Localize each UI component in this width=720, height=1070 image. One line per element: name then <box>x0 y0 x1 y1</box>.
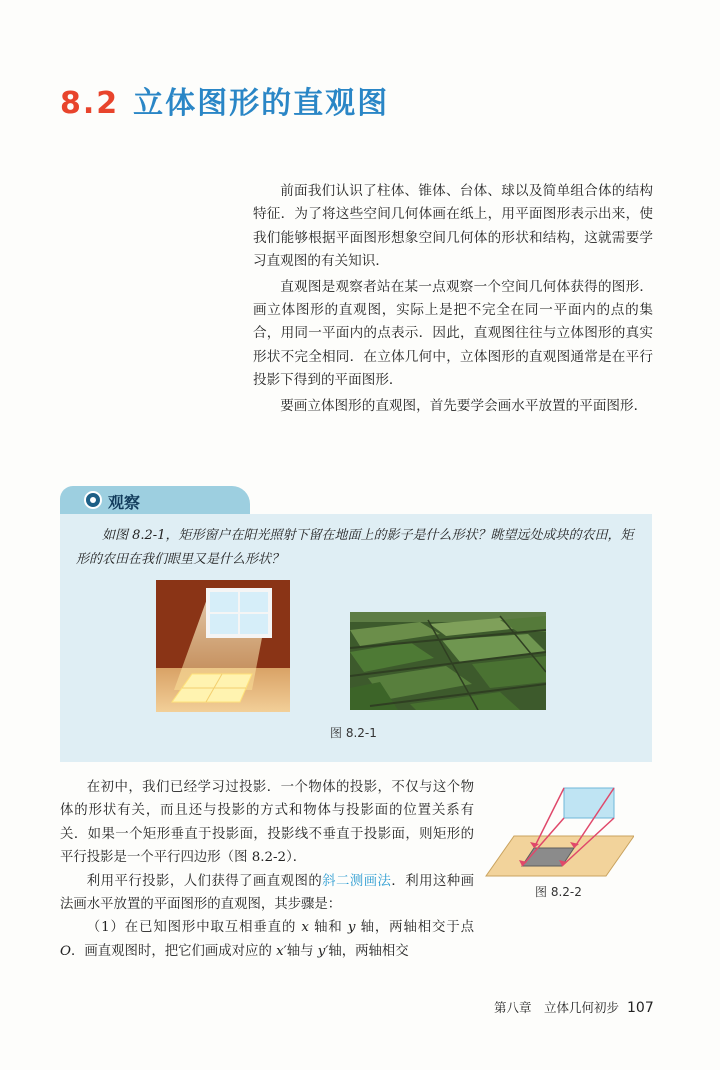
body-paragraph-2 <box>60 870 474 917</box>
section-title: 立体图形的直观图 <box>133 86 390 121</box>
p3-part-f: 轴，两轴相交 <box>328 943 409 959</box>
intro-paragraph-3: 要画立体图形的直观图，首先要学会画水平放置的平面图形． <box>280 397 648 414</box>
observe-box <box>60 514 652 762</box>
body-text <box>60 776 474 963</box>
body-paragraph-2-start: 利用平行投影，人们获得了画直观图的 <box>86 873 323 889</box>
observe-tab <box>60 486 250 514</box>
page-number: 107 <box>627 1000 654 1016</box>
parallel-projection-diagram <box>484 780 634 880</box>
p3-part-a: （1）在已知图形中取互相垂直的 <box>86 920 302 936</box>
body-paragraph-2-end: ．利用这种画法画水平放置的平面图形的直观图，其步骤是： <box>60 873 475 913</box>
intro-text <box>253 180 653 418</box>
intro-paragraph-1: 前面我们认识了柱体、锥体、台体、球以及简单组合体的结构特征．为了将这些空间几何体画在纸上，用平面图形表示出来，使我们能够根据平面图形想象空间几何体的形状和结构，这就需要学习直观图的有关知识． <box>253 183 653 270</box>
p3-part-b: 轴和 <box>308 920 348 936</box>
farmland-photo <box>350 612 546 710</box>
window-shadow-illustration <box>156 580 290 712</box>
figure-caption-1: 图 8.2-1 <box>330 726 377 740</box>
origin-symbol: O <box>60 943 71 959</box>
section-heading <box>60 78 389 122</box>
p3-part-e: 轴与 <box>286 943 318 959</box>
observe-text: 如图 8.2-1，矩形窗户在阳光照射下留在地面上的影子是什么形状？眺望远处成块的农田，矩形的农田在我们眼里又是什么形状？ <box>76 528 634 567</box>
body-paragraph-1: 在初中，我们已经学习过投影．一个物体的投影，不仅与这个物体的形状有关，而且还与投影的方式和物体与投影面的位置关系有关．如果一个矩形垂直于投影面，投影线不垂直于投影面，则矩形的平行投影是一个平行四边形（图 8.2-2）． <box>60 780 474 866</box>
observe-label: 观察 <box>108 493 141 512</box>
figure-caption-2: 图 8.2-2 <box>535 885 582 899</box>
intro-paragraph-2: 直观图是观察者站在某一点观察一个空间几何体获得的图形．画立体图形的直观图，实际上是把不完全在同一平面内的点的集合，用同一平面内的点表示．因此，直观图往往与立体图形的真实形状不完全相同．在立体几何中，立体图形的直观图通常是在平行投影下得到的平面图形． <box>253 278 653 389</box>
x-prime-symbol: x′ <box>276 943 287 959</box>
y-axis-symbol: y <box>347 920 356 936</box>
body-paragraph-3 <box>60 916 474 963</box>
term-oblique-drawing: 斜二测画法 <box>322 873 392 889</box>
p3-part-c: 轴，两轴相交于点 <box>355 920 474 936</box>
y-prime-symbol: y′ <box>317 943 329 959</box>
page-footer <box>494 997 654 1016</box>
chapter-label: 第八章 立体几何初步 <box>494 1000 620 1015</box>
p3-part-d: ．画直观图时，把它们画成对应的 <box>70 943 277 959</box>
x-axis-symbol: x <box>301 920 309 936</box>
target-icon <box>84 491 102 509</box>
section-number: 8.2 <box>60 86 120 121</box>
